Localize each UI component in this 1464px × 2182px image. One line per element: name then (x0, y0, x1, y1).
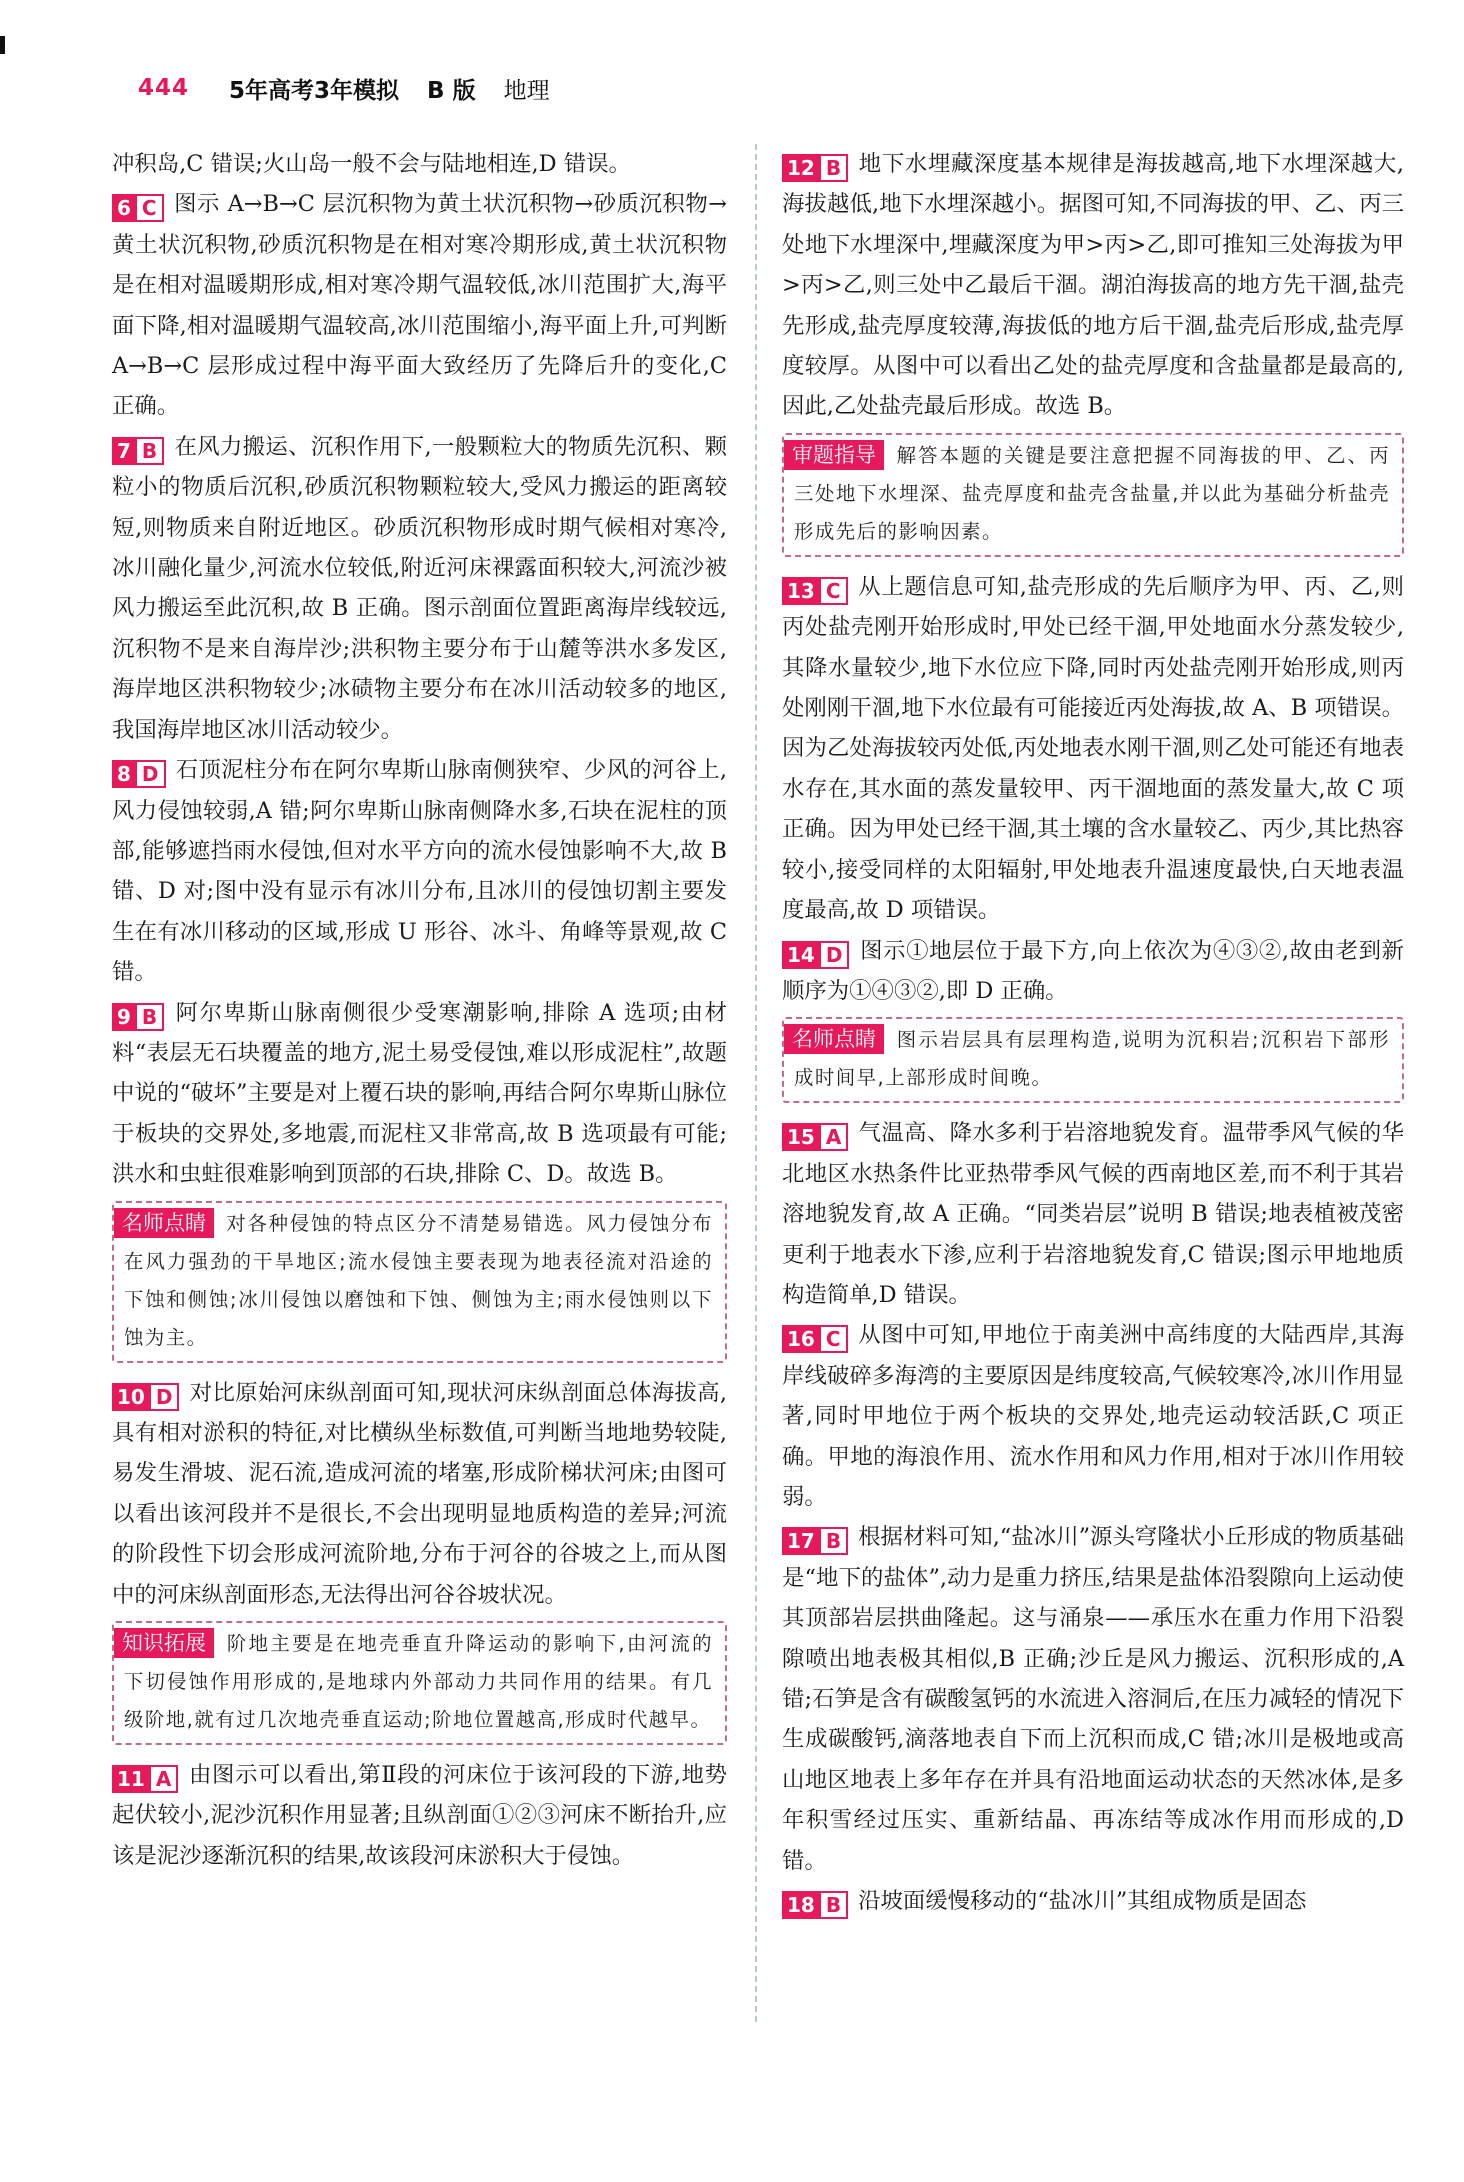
question-number: 7 (112, 437, 135, 465)
question-number: 18 (782, 1891, 819, 1919)
question-number: 11 (112, 1765, 149, 1793)
question-number: 13 (782, 577, 819, 605)
question-number: 17 (782, 1527, 819, 1555)
paragraph-text: 根据材料可知,“盐冰川”源头穹隆状小丘形成的物质基础是“地下的盐体”,动力是重力挤压,结果是盐体沿裂隙向上运动使其顶部岩层拱曲隆起。这与涌泉——承压水在重力作用下沿裂隙喷出地表极其相似,B 正确;沙丘是风力搬运、沉积形成的,A 错;石笋是含有碳酸氢钙的水流进入溶洞后,在压力减轻的情况下生成碳酸钙,滴落地表自下而上沉积而成,C 错;冰川是极地或高山地区地表上多年存在并具有沿地面运动状态的天然冰体,是多年积雪经过压实、重新结晶、再冻结等成冰作用而形成的,D 错。 (782, 1524, 1404, 1874)
question-badge (112, 760, 166, 788)
tip-box (782, 1017, 1404, 1103)
answer-paragraph (112, 1755, 727, 1876)
paragraph-text: 对比原始河床纵剖面可知,现状河床纵剖面总体海拔高,具有相对淤积的特征,对比横纵坐标数值,可判断当地地势较陡,易发生滑坡、泥石流,造成河流的堵塞,形成阶梯状河床;由图可以看出该河段并不是很长,不会出现明显地质构造的差异;河流的阶段性下切会形成河流阶地,分布于河谷的谷坡之上,而从图中的河床纵剖面形态,无法得出河谷谷坡状况。 (112, 1379, 727, 1608)
question-badge (112, 1765, 178, 1793)
paragraph-text: 气温高、降水多利于岩溶地貌发育。温带季风气候的华北地区水热条件比亚热带季风气候的西南地区差,而不利于其岩溶地貌发育,故 A 正确。“同类岩层”说明 B 错误;地表植被茂密更利于地表水下渗,应利于岩溶地貌发育,C 错误;图示甲地地质构造简单,D 错误。 (782, 1120, 1404, 1308)
tip-tag: 知识拓展 (114, 1628, 214, 1658)
tip-tag: 名师点睛 (784, 1024, 884, 1054)
tip-text: 阶地主要是在地壳垂直升降运动的影响下,由河流的下切侵蚀作用形成的,是地球内外部动力共同作用的结果。有几级阶地,就有过几次地壳垂直运动;阶地位置越高,形成时代越早。 (124, 1632, 713, 1731)
subject-label: 地理 (503, 77, 550, 104)
answer-letter: A (149, 1765, 178, 1793)
book-title: 5年高考3年模拟 (229, 77, 400, 104)
question-number: 14 (782, 941, 819, 969)
answer-paragraph (112, 1373, 727, 1615)
tip-box (782, 433, 1404, 557)
question-number: 16 (782, 1325, 819, 1353)
answer-paragraph (782, 1517, 1404, 1881)
answer-letter: B (135, 1003, 164, 1031)
answer-paragraph (112, 750, 727, 992)
answer-letter: A (819, 1123, 848, 1151)
tip-text: 对各种侵蚀的特点区分不清楚易错选。风力侵蚀分布在风力强劲的干旱地区;流水侵蚀主要表现为地表径流对沿途的下蚀和侧蚀;冰川侵蚀以磨蚀和下蚀、侧蚀为主;雨水侵蚀则以下蚀为主。 (124, 1211, 713, 1349)
answer-paragraph (782, 931, 1404, 1012)
paragraph-text: 地下水埋藏深度基本规律是海拔越高,地下水埋深越大,海拔越低,地下水埋深越小。据图可知,不同海拔的甲、乙、丙三处地下水埋深中,埋藏深度为甲>丙>乙,即可推知三处海拔为甲>丙>乙,则三处中乙最后干涸。湖泊海拔高的地方先干涸,盐壳先形成,盐壳厚度较薄,海拔低的地方后干涸,盐壳后形成,盐壳厚度较厚。从图中可以看出乙处的盐壳厚度和含盐量都是最高的,因此,乙处盐壳最后形成。故选 B。 (782, 151, 1404, 420)
paragraph-text: 石顶泥柱分布在阿尔卑斯山脉南侧狭窄、少风的河谷上,风力侵蚀较弱,A 错;阿尔卑斯山脉南侧降水多,石块在泥柱的顶部,能够遮挡雨水侵蚀,但对水平方向的流水侵蚀影响不大,故 B 错、D 对;图中没有显示有冰川分布,且冰川的侵蚀切割主要发生在有冰川移动的区域,形成 U 形谷、冰斗、角峰等景观,故 C 错。 (112, 757, 727, 986)
paragraph-text: 在风力搬运、沉积作用下,一般颗粒大的物质先沉积、颗粒小的物质后沉积,砂质沉积物颗粒较大,受风力搬运的距离较短,则物质来自附近地区。砂质沉积物形成时期气候相对寒冷,冰川融化量少,河流水位较低,附近河床裸露面积较大,河流沙被风力搬运至此沉积,故 B 正确。图示剖面位置距离海岸线较远,沉积物不是来自海岸沙;洪积物主要分布于山麓等洪水多发区,海岸地区洪积物较少;冰碛物主要分布在冰川活动较多的地区,我国海岸地区冰川活动较少。 (112, 433, 727, 743)
text-paragraph (112, 144, 727, 184)
corner-mark (0, 36, 5, 54)
answer-paragraph (112, 427, 727, 750)
paragraph-text: 图示①地层位于最下方,向上依次为④③②,故由老到新顺序为①④③②,即 D 正确。 (782, 937, 1404, 1004)
paragraph-text: 阿尔卑斯山脉南侧很少受寒潮影响,排除 A 选项;由材料“表层无石块覆盖的地方,泥土易受侵蚀,难以形成泥柱”,故题中说的“破坏”主要是对上覆石块的影响,再结合阿尔卑斯山脉位于板块的交界处,多地震,而泥柱又非常高,故 B 选项最有可能;洪水和虫蛀很难影响到顶部的石块,排除 C、D。故选 B。 (112, 999, 727, 1188)
answer-letter: C (135, 194, 164, 222)
paragraph-text: 从图中可知,甲地位于南美洲中高纬度的大陆西岸,其海岸线破碎多海湾的主要原因是纬度较高,气候较寒冷,冰川作用显著,同时甲地位于两个板块的交界处,地壳运动较活跃,C 项正确。甲地的海浪作用、流水作用和风力作用,相对于冰川作用较弱。 (782, 1322, 1404, 1510)
answer-paragraph (782, 1113, 1404, 1315)
answer-letter: D (135, 760, 166, 788)
tip-text: 解答本题的关键是要注意把握不同海拔的甲、乙、丙三处地下水埋深、盐壳厚度和盐壳含盐量,并以此为基础分析盐壳形成先后的影响因素。 (794, 443, 1390, 543)
paragraph-text: 图示 A→B→C 层沉积物为黄土状沉积物→砂质沉积物→黄土状沉积物,砂质沉积物是在相对寒冷期形成,黄土状沉积物是在相对温暖期形成,相对寒冷期气温较低,冰川范围扩大,海平面下降,相对温暖期气温较高,冰川范围缩小,海平面上升,可判断 A→B→C 层形成过程中海平面大致经历了先降后升的变化,C 正确。 (112, 191, 727, 420)
question-number: 8 (112, 760, 135, 788)
question-badge (112, 1383, 179, 1411)
question-number: 12 (782, 154, 819, 182)
paragraph-text: 由图示可以看出,第Ⅱ段的河床位于该河段的下游,地势起伏较小,泥沙沉积作用显著;且纵剖面①②③河床不断抬升,应该是泥沙逐渐沉积的结果,故该段河床淤积大于侵蚀。 (112, 1762, 727, 1869)
column-divider (755, 144, 757, 2022)
tip-tag: 名师点睛 (114, 1208, 214, 1238)
answer-letter: D (149, 1383, 180, 1411)
question-badge (112, 1003, 164, 1031)
page-header (138, 66, 550, 110)
answer-letter: B (819, 1527, 848, 1555)
answer-paragraph (782, 1881, 1404, 1921)
answer-paragraph (782, 144, 1404, 427)
question-badge (112, 194, 164, 222)
left-column (112, 144, 727, 1876)
question-badge (112, 437, 164, 465)
answer-paragraph (782, 567, 1404, 931)
tip-tag: 审题指导 (784, 440, 884, 470)
question-number: 9 (112, 1003, 135, 1031)
paragraph-text: 沿坡面缓慢移动的“盐冰川”其组成物质是固态 (858, 1888, 1307, 1915)
question-badge (782, 941, 849, 969)
question-badge (782, 1325, 848, 1353)
tip-text: 图示岩层具有层理构造,说明为沉积岩;沉积岩下部形成时间早,上部形成时间晚。 (794, 1028, 1390, 1090)
question-badge (782, 154, 848, 182)
answer-paragraph (112, 184, 727, 426)
answer-letter: D (819, 941, 850, 969)
paragraph-text: 从上题信息可知,盐壳形成的先后顺序为甲、丙、乙,则丙处盐壳刚开始形成时,甲处已经干涸,甲处地面水分蒸发较少,其降水量较少,地下水位应下降,同时丙处盐壳刚开始形成,则丙处刚刚干涸,地下水位最有可能接近丙处海拔,故 A、B 项错误。因为乙处海拔较丙处低,丙处地表水刚干涸,则乙处可能还有地表水存在,其水面的蒸发量较甲、丙干涸地面的蒸发量大,故 C 项正确。因为甲处已经干涸,其土壤的含水量较乙、丙少,其比热容较小,接受同样的太阳辐射,甲处地表升温速度最快,白天地表温度最高,故 D 项错误。 (782, 573, 1404, 924)
edition-label: B 版 (427, 77, 476, 104)
question-badge (782, 577, 848, 605)
tip-box (112, 1201, 727, 1363)
paragraph-text: 冲积岛,C 错误;火山岛一般不会与陆地相连,D 错误。 (112, 151, 631, 177)
answer-paragraph (112, 993, 727, 1195)
question-badge (782, 1527, 848, 1555)
tip-box (112, 1621, 727, 1745)
answer-letter: C (819, 577, 848, 605)
question-badge (782, 1891, 848, 1919)
answer-paragraph (782, 1315, 1404, 1517)
page-number: 444 (138, 75, 190, 101)
answer-letter: B (819, 1891, 848, 1919)
answer-letter: B (819, 154, 848, 182)
answer-letter: B (135, 437, 164, 465)
question-number: 10 (112, 1383, 149, 1411)
answer-letter: C (819, 1325, 848, 1353)
question-badge (782, 1123, 848, 1151)
question-number: 6 (112, 194, 135, 222)
right-column (782, 144, 1404, 1921)
question-number: 15 (782, 1123, 819, 1151)
